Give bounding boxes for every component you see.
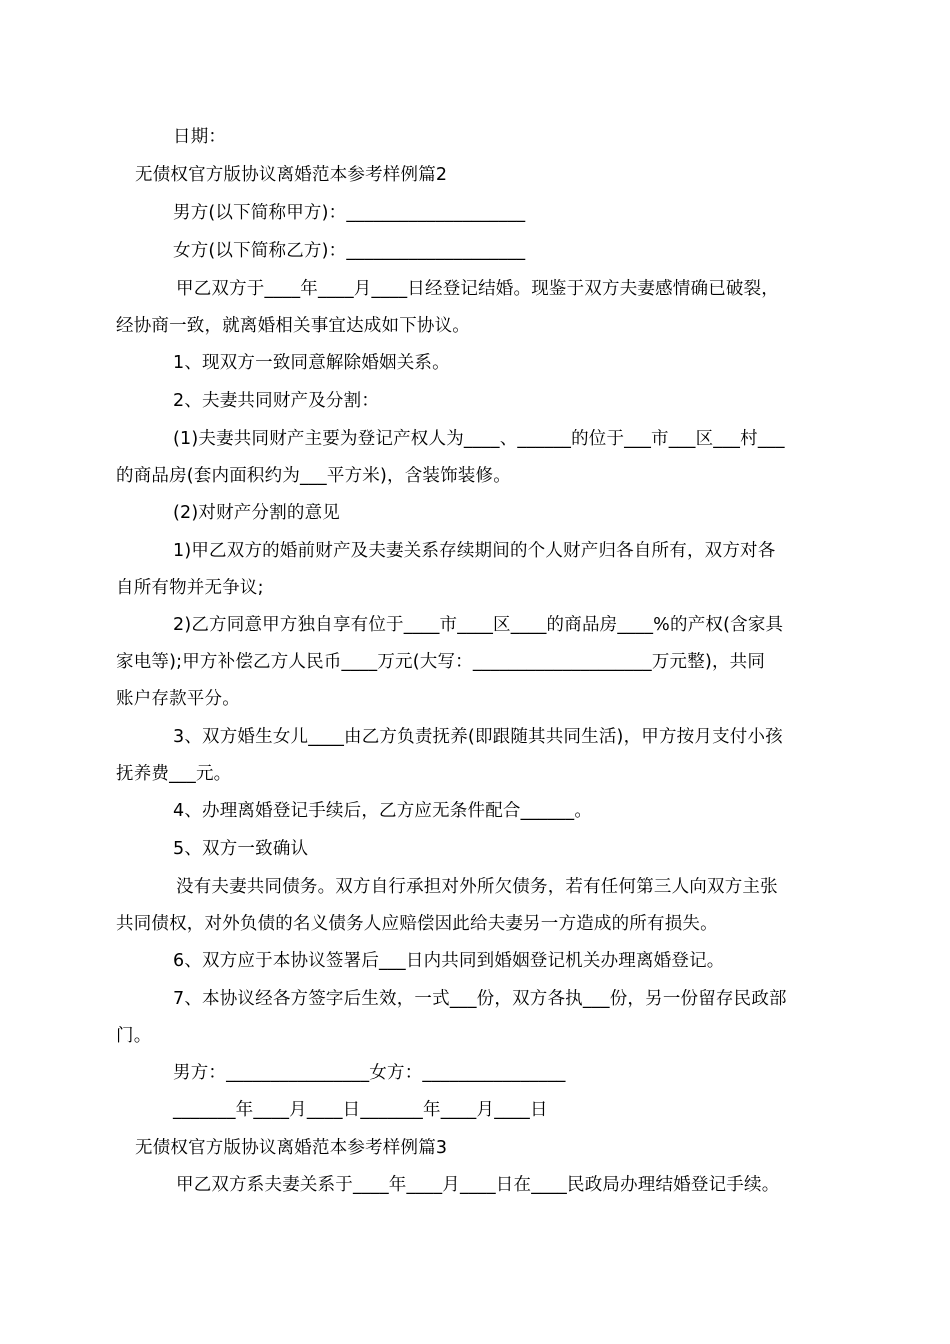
clause-2-2-2-line-3: 账户存款平分。 — [116, 689, 240, 709]
clause-5: 5、双方一致确认 — [173, 839, 309, 859]
section-title-3: 无债权官方版协议离婚范本参考样例篇3 — [135, 1138, 448, 1158]
clause-2-2-2-line-2: 家电等);甲方补偿乙方人民币____万元(大写：____________________万元整)，共同 — [116, 652, 766, 672]
section-3-first-line: 甲乙双方系夫妻关系于____年____月____日在____民政局办理结婚登记手续。 — [176, 1175, 780, 1195]
clause-2: 2、夫妻共同财产及分割： — [173, 391, 380, 411]
clause-2-2-1-line-2: 自所有物并无争议; — [116, 578, 264, 598]
clause-2-2: (2)对财产分割的意见 — [173, 503, 340, 523]
wife-line: 女方(以下简称乙方)：____________________ — [173, 241, 526, 261]
paragraph-intro-line-2: 经协商一致，就离婚相关事宜达成如下协议。 — [116, 316, 470, 336]
clause-2-1-line-2: 的商品房(套内面积约为___平方米)，含装饰装修。 — [116, 466, 511, 486]
clause-7-line-1: 7、本协议经各方签字后生效，一式___份，双方各执___份，另一份留存民政部 — [173, 989, 787, 1009]
clause-2-2-2-line-1: 2)乙方同意甲方独自享有位于____市____区____的商品房____%的产权(含家具 — [173, 615, 784, 635]
clause-4: 4、办理离婚登记手续后，乙方应无条件配合______。 — [173, 801, 593, 821]
husband-line: 男方(以下简称甲方)：____________________ — [173, 203, 526, 223]
clause-2-2-1-line-1: 1)甲乙双方的婚前财产及夫妻关系存续期间的个人财产归各自所有，双方对各 — [173, 541, 776, 561]
clause-7-line-2: 门。 — [116, 1026, 152, 1046]
clause-6: 6、双方应于本协议签署后___日内共同到婚姻登记机关办理离婚登记。 — [173, 951, 725, 971]
clause-3-line-1: 3、双方婚生女儿____由乙方负责抚养(即跟随其共同生活)，甲方按月支付小孩 — [173, 727, 783, 747]
date-label: 日期： — [173, 127, 227, 147]
signature-line: 男方：________________女方：________________ — [173, 1063, 566, 1083]
paragraph-intro-line-1: 甲乙双方于____年____月____日经登记结婚。现鉴于双方夫妻感情确已破裂， — [176, 279, 779, 299]
clause-2-1-line-1: (1)夫妻共同财产主要为登记产权人为____、______的位于___市___区___村___ — [173, 429, 785, 449]
clause-5-text-line-1: 没有夫妻共同债务。双方自行承担对外所欠债务，若有任何第三人向双方主张 — [176, 877, 778, 897]
signature-date-line: _______年____月____日_______年____月____日 — [173, 1100, 548, 1120]
clause-3-line-2: 抚养费___元。 — [116, 764, 232, 784]
clause-1: 1、现双方一致同意解除婚姻关系。 — [173, 353, 450, 373]
section-title-2: 无债权官方版协议离婚范本参考样例篇2 — [135, 165, 448, 185]
clause-5-text-line-2: 共同债权，对外负债的名义债务人应赔偿因此给夫妻另一方造成的所有损失。 — [116, 914, 718, 934]
